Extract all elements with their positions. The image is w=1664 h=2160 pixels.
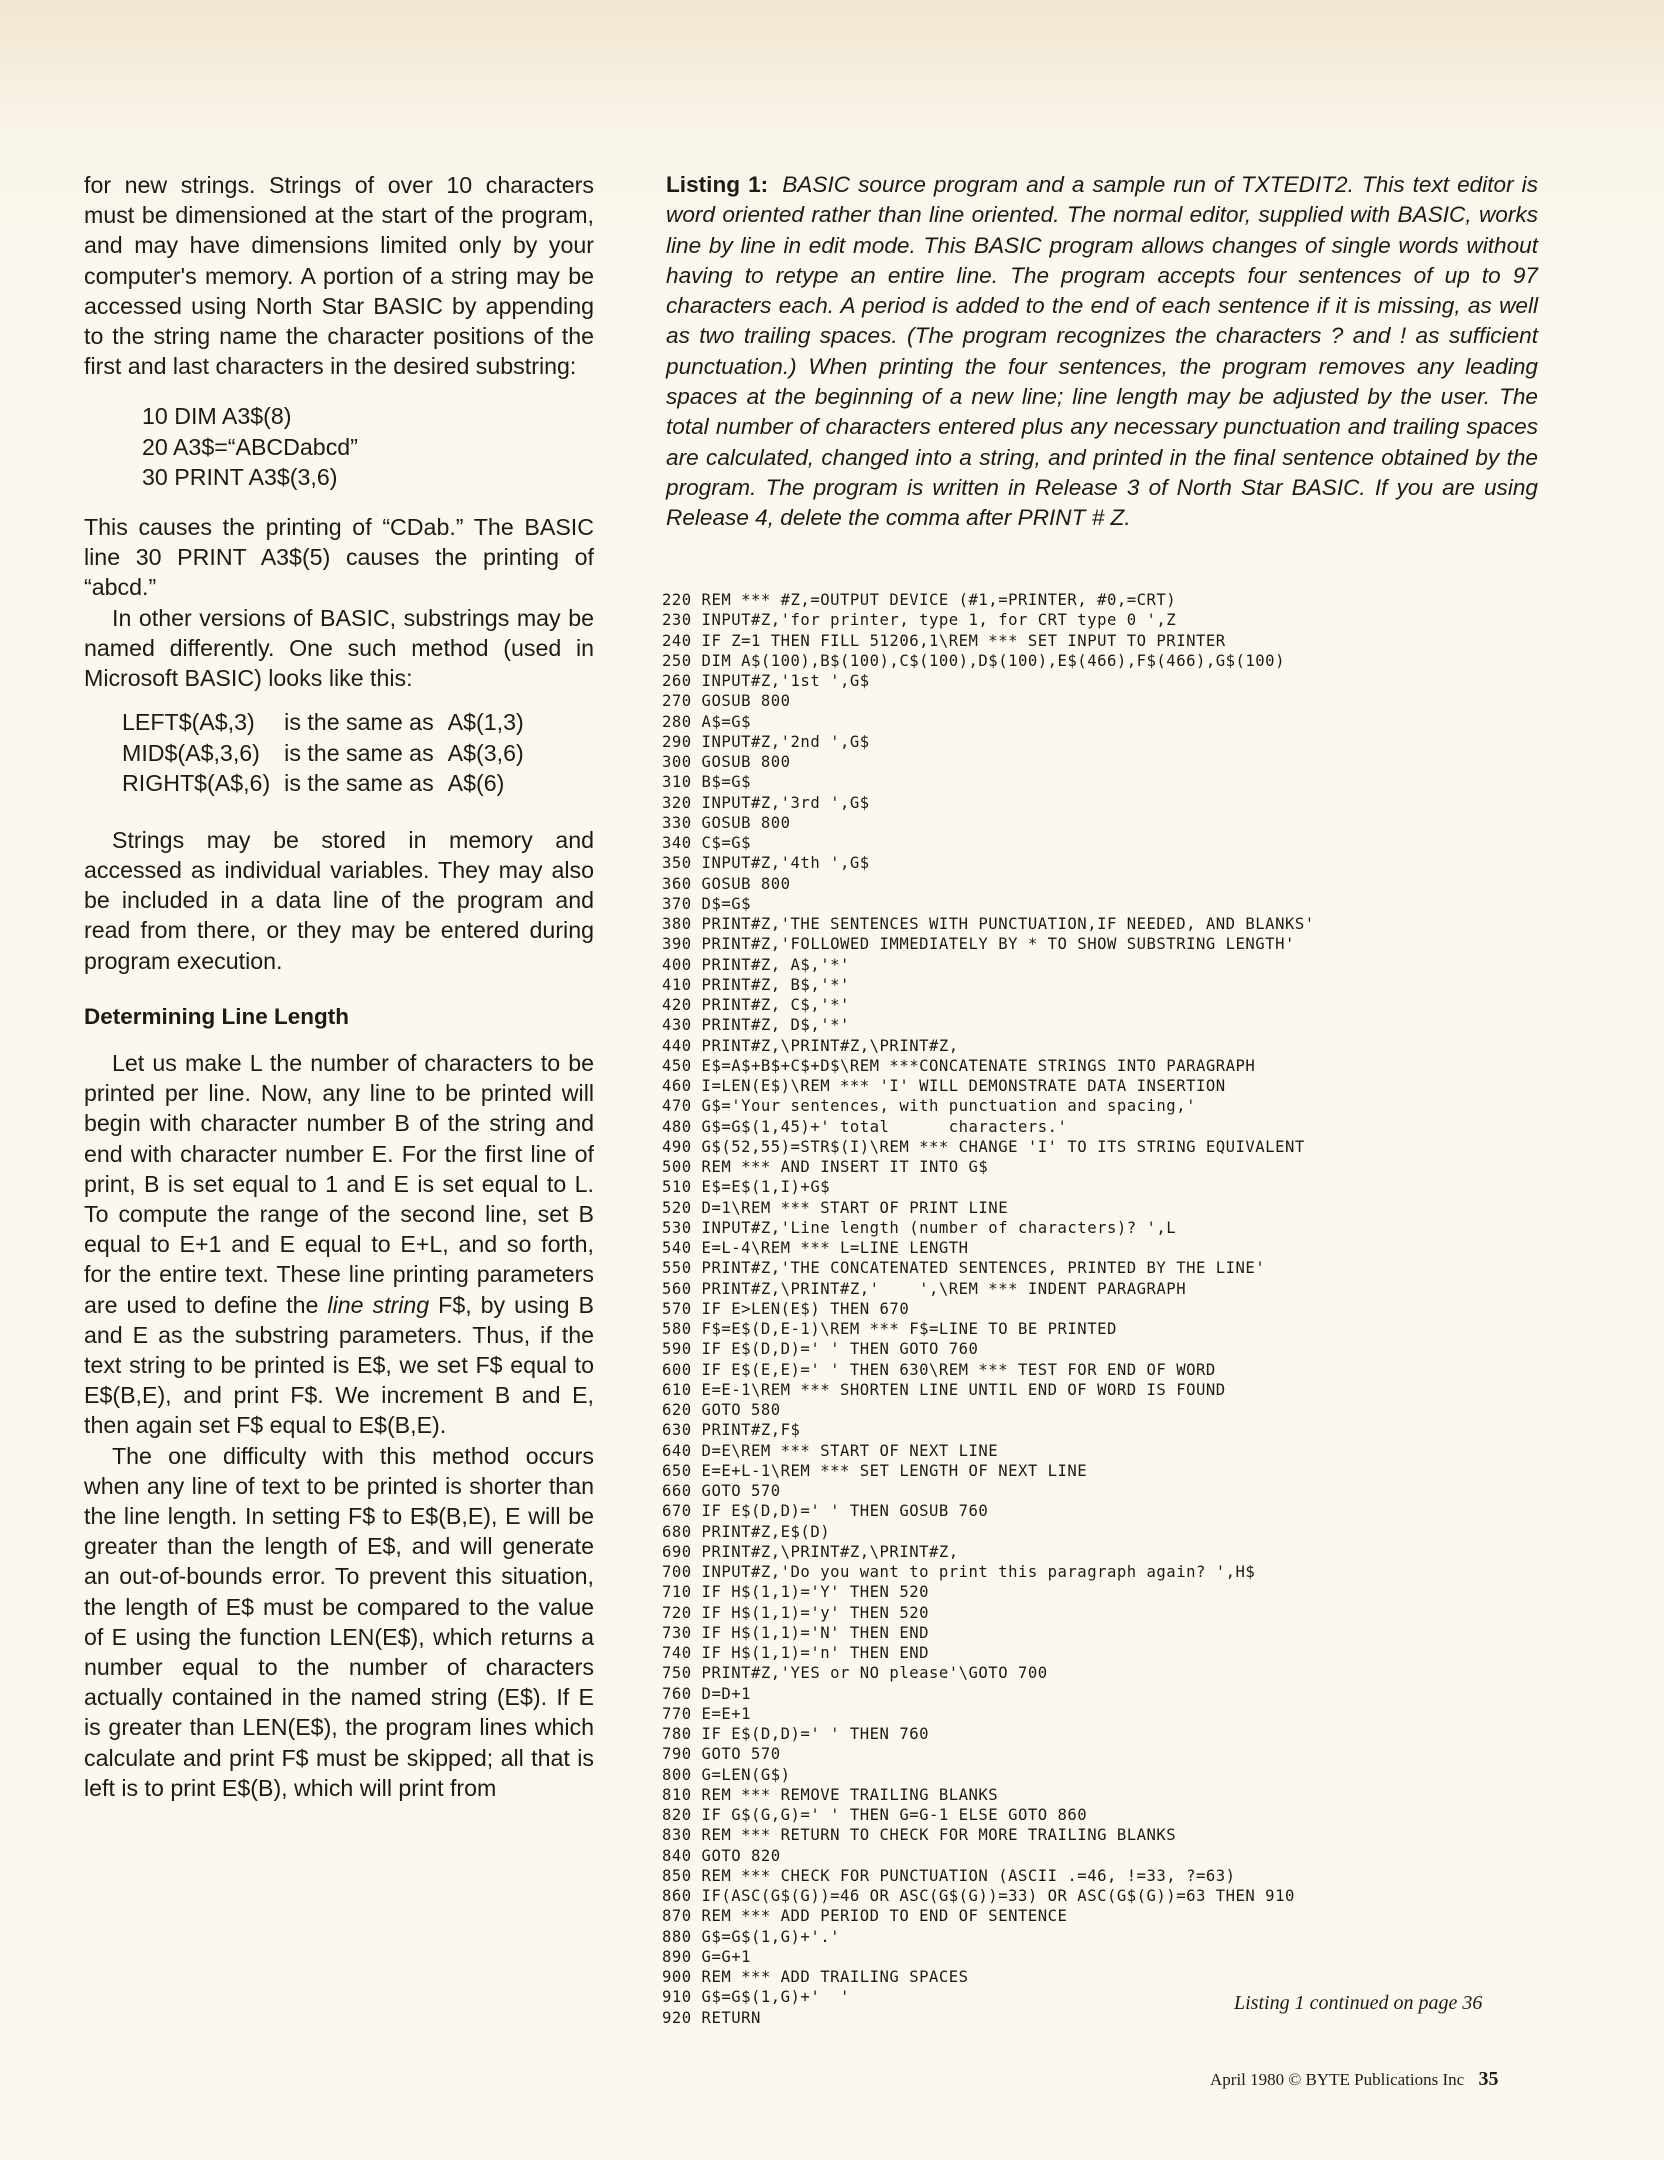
code-line: 690 PRINT#Z,\PRINT#Z,\PRINT#Z, — [662, 1542, 959, 1561]
code-line: 290 INPUT#Z,'2nd ',G$ — [662, 732, 870, 751]
code-line: 780 IF E$(D,D)=' ' THEN 760 — [662, 1725, 929, 1743]
paragraph-cdab: This causes the printing of “CDab.” The BASIC line 30 PRINT A3$(5) causes the printing of “abcd.” — [84, 514, 594, 601]
footer-publication: April 1980 © BYTE Publications Inc — [1210, 2070, 1465, 2089]
code-line: 310 B$=G$ — [662, 773, 751, 792]
code-line: 230 INPUT#Z,'for printer, type 1, for CRT type 0 ',Z — [662, 611, 1177, 630]
code-line: 660 GOTO 570 — [662, 1482, 781, 1500]
code-line: 250 DIM A$(100),B$(100),C$(100),D$(100),E$(466),F$(466),G$(100) — [662, 651, 1285, 670]
code-line: 880 G$=G$(1,G)+'.' — [662, 1927, 840, 1946]
code-line: 730 IF H$(1,1)='N' THEN END — [662, 1623, 929, 1642]
substring-code-example — [142, 401, 594, 492]
code-line: 540 E=L-4\REM *** L=LINE LENGTH — [662, 1239, 969, 1257]
result-cell: A$(1,3) — [447, 709, 524, 736]
listing-caption — [666, 170, 1538, 534]
listing-label: Listing 1: — [666, 172, 769, 197]
code-line: 740 IF H$(1,1)='n' THEN END — [662, 1644, 929, 1662]
code-line: 280 A$=G$ — [662, 712, 751, 731]
paragraph-line-length — [84, 1048, 594, 1441]
substring-equivalence-table — [122, 707, 538, 799]
code-line: 770 E=E+1 — [662, 1704, 751, 1723]
page-number: 35 — [1478, 2068, 1499, 2090]
equivalence-cell: is the same as — [284, 739, 434, 766]
code-line: 810 REM *** REMOVE TRAILING BLANKS — [662, 1785, 999, 1804]
code-line: 760 D=D+1 — [662, 1684, 751, 1703]
paragraph-text: F$, by using B and E as the substring parameters. Thus, if the text string to be printed is E$, we set F$ equal to E$(B,E), and print F$. We increment B and E, then again set F$ equal to E$(B,E). — [84, 1291, 594, 1439]
code-line: 470 G$='Your sentences, with punctuation and spacing,' — [662, 1097, 1196, 1116]
code-line: 380 PRINT#Z,'THE SENTENCES WITH PUNCTUATION,IF NEEDED, AND BLANKS' — [662, 915, 1315, 933]
code-line: 270 GOSUB 800 — [662, 692, 791, 711]
function-cell: RIGHT$(A$,6) — [122, 770, 271, 797]
emphasis-text: line string — [327, 1291, 430, 1318]
code-line: 600 IF E$(E,E)=' ' THEN 630\REM *** TEST FOR END OF WORD — [662, 1360, 1216, 1379]
code-line: 700 INPUT#Z,'Do you want to print this paragraph again? ',H$ — [662, 1563, 1256, 1581]
code-example-line: 30 PRINT A3$(3,6) — [142, 463, 338, 490]
code-line: 820 IF G$(G,G)=' ' THEN G=G-1 ELSE GOTO 860 — [662, 1806, 1088, 1824]
code-line: 830 REM *** RETURN TO CHECK FOR MORE TRAILING BLANKS — [662, 1826, 1177, 1845]
code-line: 460 I=LEN(E$)\REM *** 'I' WILL DEMONSTRATE DATA INSERTION — [662, 1077, 1226, 1095]
code-line: 590 IF E$(D,D)=' ' THEN GOTO 760 — [662, 1340, 979, 1359]
code-line: 800 G=LEN(G$) — [662, 1765, 791, 1784]
code-example-line: 10 DIM A3$(8) — [142, 403, 292, 430]
code-line: 860 IF(ASC(G$(G))=46 OR ASC(G$(G))=33) OR ASC(G$(G))=63 THEN 910 — [662, 1887, 1295, 1905]
code-line: 390 PRINT#Z,'FOLLOWED IMMEDIATELY BY * TO SHOW SUBSTRING LENGTH' — [662, 935, 1295, 954]
code-line: 440 PRINT#Z,\PRINT#Z,\PRINT#Z, — [662, 1036, 959, 1055]
code-line: 900 REM *** ADD TRAILING SPACES — [662, 1968, 969, 1986]
code-line: 910 G$=G$(1,G)+' ' — [662, 1988, 850, 2007]
code-line: 360 GOSUB 800 — [662, 874, 791, 893]
code-line: 300 GOSUB 800 — [662, 753, 791, 771]
code-line: 630 PRINT#Z,F$ — [662, 1421, 801, 1440]
code-line: 370 D$=G$ — [662, 894, 751, 913]
code-line: 640 D=E\REM *** START OF NEXT LINE — [662, 1441, 999, 1460]
code-line: 610 E=E-1\REM *** SHORTEN LINE UNTIL END OF WORD IS FOUND — [662, 1380, 1226, 1399]
code-line: 450 E$=A$+B$+C$+D$\REM ***CONCATENATE STRINGS INTO PARAGRAPH — [662, 1056, 1256, 1075]
paragraph-difficulty: The one difficulty with this method occurs when any line of text to be printed is shorter than the line length. In setting F$ to E$(B,E), E will be greater than the length of E$, and will generate an out-of-bounds error. To prevent this situation, the length of E$ must be compared to the value of E using the function LEN(E$), which returns a number equal to the number of characters actually contained in the named string (E$). If E is greater than LEN(E$), the program lines which calculate and print F$ must be skipped; all that is left is to print E$(B), which will print from — [84, 1442, 594, 1801]
code-line: 340 C$=G$ — [662, 834, 751, 852]
code-line: 530 INPUT#Z,'Line length (number of characters)? ',L — [662, 1218, 1177, 1237]
code-line: 350 INPUT#Z,'4th ',G$ — [662, 854, 870, 873]
code-line: 550 PRINT#Z,'THE CONCATENATED SENTENCES, PRINTED BY THE LINE' — [662, 1259, 1266, 1278]
code-line: 670 IF E$(D,D)=' ' THEN GOSUB 760 — [662, 1502, 989, 1521]
listing-continued-note: Listing 1 continued on page 36 — [1234, 1992, 1483, 2014]
code-line: 220 REM *** #Z,=OUTPUT DEVICE (#1,=PRINTER, #0,=CRT) — [662, 591, 1177, 609]
code-line: 330 GOSUB 800 — [662, 813, 791, 832]
code-line: 320 INPUT#Z,'3rd ',G$ — [662, 793, 870, 812]
code-line: 650 E=E+L-1\REM *** SET LENGTH OF NEXT LINE — [662, 1461, 1088, 1480]
paragraph-strings-intro: for new strings. Strings of over 10 characters must be dimensioned at the start of the program, and may have dimensions limited only by your computer's memory. A portion of a string may be accessed using North Star BASIC by appending to the string name the character positions of the first and last characters in the desired substring: — [84, 172, 594, 380]
table-row — [122, 707, 538, 738]
function-cell: MID$(A$,3,6) — [122, 739, 260, 766]
paragraph-text: Let us make L the number of characters to be printed per line. Now, any line to be printed will begin with character number B of the string and end with character number E. For the first line of print, B is set equal to 1 and E is set equal to L. To compute the range of the second line, set B equal to E+1 and E equal to E+L, and so forth, for the entire text. These line printing parameters are used to define the — [84, 1049, 594, 1318]
code-line: 890 G=G+1 — [662, 1947, 751, 1966]
paragraph-storage: Strings may be stored in memory and accessed as individual variables. They may also be included in a data line of the program and read from there, or they may be entered during program execution. — [84, 826, 594, 974]
code-line: 840 GOTO 820 — [662, 1846, 781, 1865]
article-left-column — [84, 170, 594, 1803]
code-line: 520 D=1\REM *** START OF PRINT LINE — [662, 1198, 1009, 1217]
code-line: 240 IF Z=1 THEN FILL 51206,1\REM *** SET INPUT TO PRINTER — [662, 631, 1226, 650]
code-line: 560 PRINT#Z,\PRINT#Z,' ',\REM *** INDENT PARAGRAPH — [662, 1279, 1187, 1298]
listing-caption-text: BASIC source program and a sample run of TXTEDIT2. This text editor is word oriented rather than line oriented. The normal editor, supplied with BASIC, works line by line in edit mode. This BASIC program allows changes of single words without having to retype an entire line. The program accepts four sentences of up to 97 characters each. A period is added to the end of each sentence if it is missing, as well as two trailing spaces. (The program recognizes the characters ? and ! as sufficient punctuation.) When printing the four sentences, the program removes any leading spaces at the beginning of a new line; line length may be adjusted by the user. The total number of characters entered plus any necessary punctuation and trailing spaces are calculated, changed into a string, and printed in the final sentence obtained by the program. The program is written in Release 3 of North Star BASIC. If you are using Release 4, delete the comma after PRINT # Z. — [666, 172, 1538, 531]
page-footer — [1210, 2068, 1498, 2091]
code-line: 400 PRINT#Z, A$,'*' — [662, 955, 850, 974]
code-line: 710 IF H$(1,1)='Y' THEN 520 — [662, 1583, 929, 1602]
result-cell: A$(3,6) — [447, 739, 524, 766]
function-cell: LEFT$(A$,3) — [122, 709, 255, 736]
code-line: 580 F$=E$(D,E-1)\REM *** F$=LINE TO BE PRINTED — [662, 1320, 1117, 1338]
equivalence-cell: is the same as — [284, 709, 434, 736]
code-line: 720 IF H$(1,1)='y' THEN 520 — [662, 1603, 929, 1622]
equivalence-cell: is the same as — [284, 770, 434, 797]
code-line: 490 G$(52,55)=STR$(I)\REM *** CHANGE 'I' TO ITS STRING EQUIVALENT — [662, 1137, 1305, 1156]
code-line: 750 PRINT#Z,'YES or NO please'\GOTO 700 — [662, 1664, 1048, 1683]
code-line: 870 REM *** ADD PERIOD TO END OF SENTENCE — [662, 1907, 1068, 1926]
code-line: 500 REM *** AND INSERT IT INTO G$ — [662, 1158, 989, 1176]
basic-source-listing — [662, 590, 1562, 2028]
code-line: 790 GOTO 570 — [662, 1745, 781, 1764]
table-row — [122, 768, 538, 799]
code-example-line: 20 A3$=“ABCDabcd” — [142, 433, 358, 460]
code-line: 510 E$=E$(1,I)+G$ — [662, 1178, 831, 1197]
code-line: 430 PRINT#Z, D$,'*' — [662, 1016, 850, 1035]
result-cell: A$(6) — [447, 770, 505, 797]
code-line: 680 PRINT#Z,E$(D) — [662, 1522, 831, 1541]
code-line: 620 GOTO 580 — [662, 1401, 781, 1419]
code-line: 260 INPUT#Z,'1st ',G$ — [662, 672, 870, 690]
code-line: 410 PRINT#Z, B$,'*' — [662, 975, 850, 994]
section-heading: Determining Line Length — [84, 1003, 350, 1029]
code-line: 570 IF E>LEN(E$) THEN 670 — [662, 1299, 910, 1318]
code-line: 850 REM *** CHECK FOR PUNCTUATION (ASCII .=46, !=33, ?=63) — [662, 1866, 1236, 1885]
code-line: 420 PRINT#Z, C$,'*' — [662, 996, 850, 1014]
paragraph-other-versions: In other versions of BASIC, substrings may be named differently. One such method (used in Microsoft BASIC) looks like this: — [84, 604, 594, 692]
code-line: 920 RETURN — [662, 2008, 761, 2027]
table-row — [122, 738, 538, 769]
code-line: 480 G$=G$(1,45)+' total characters.' — [662, 1117, 1068, 1136]
